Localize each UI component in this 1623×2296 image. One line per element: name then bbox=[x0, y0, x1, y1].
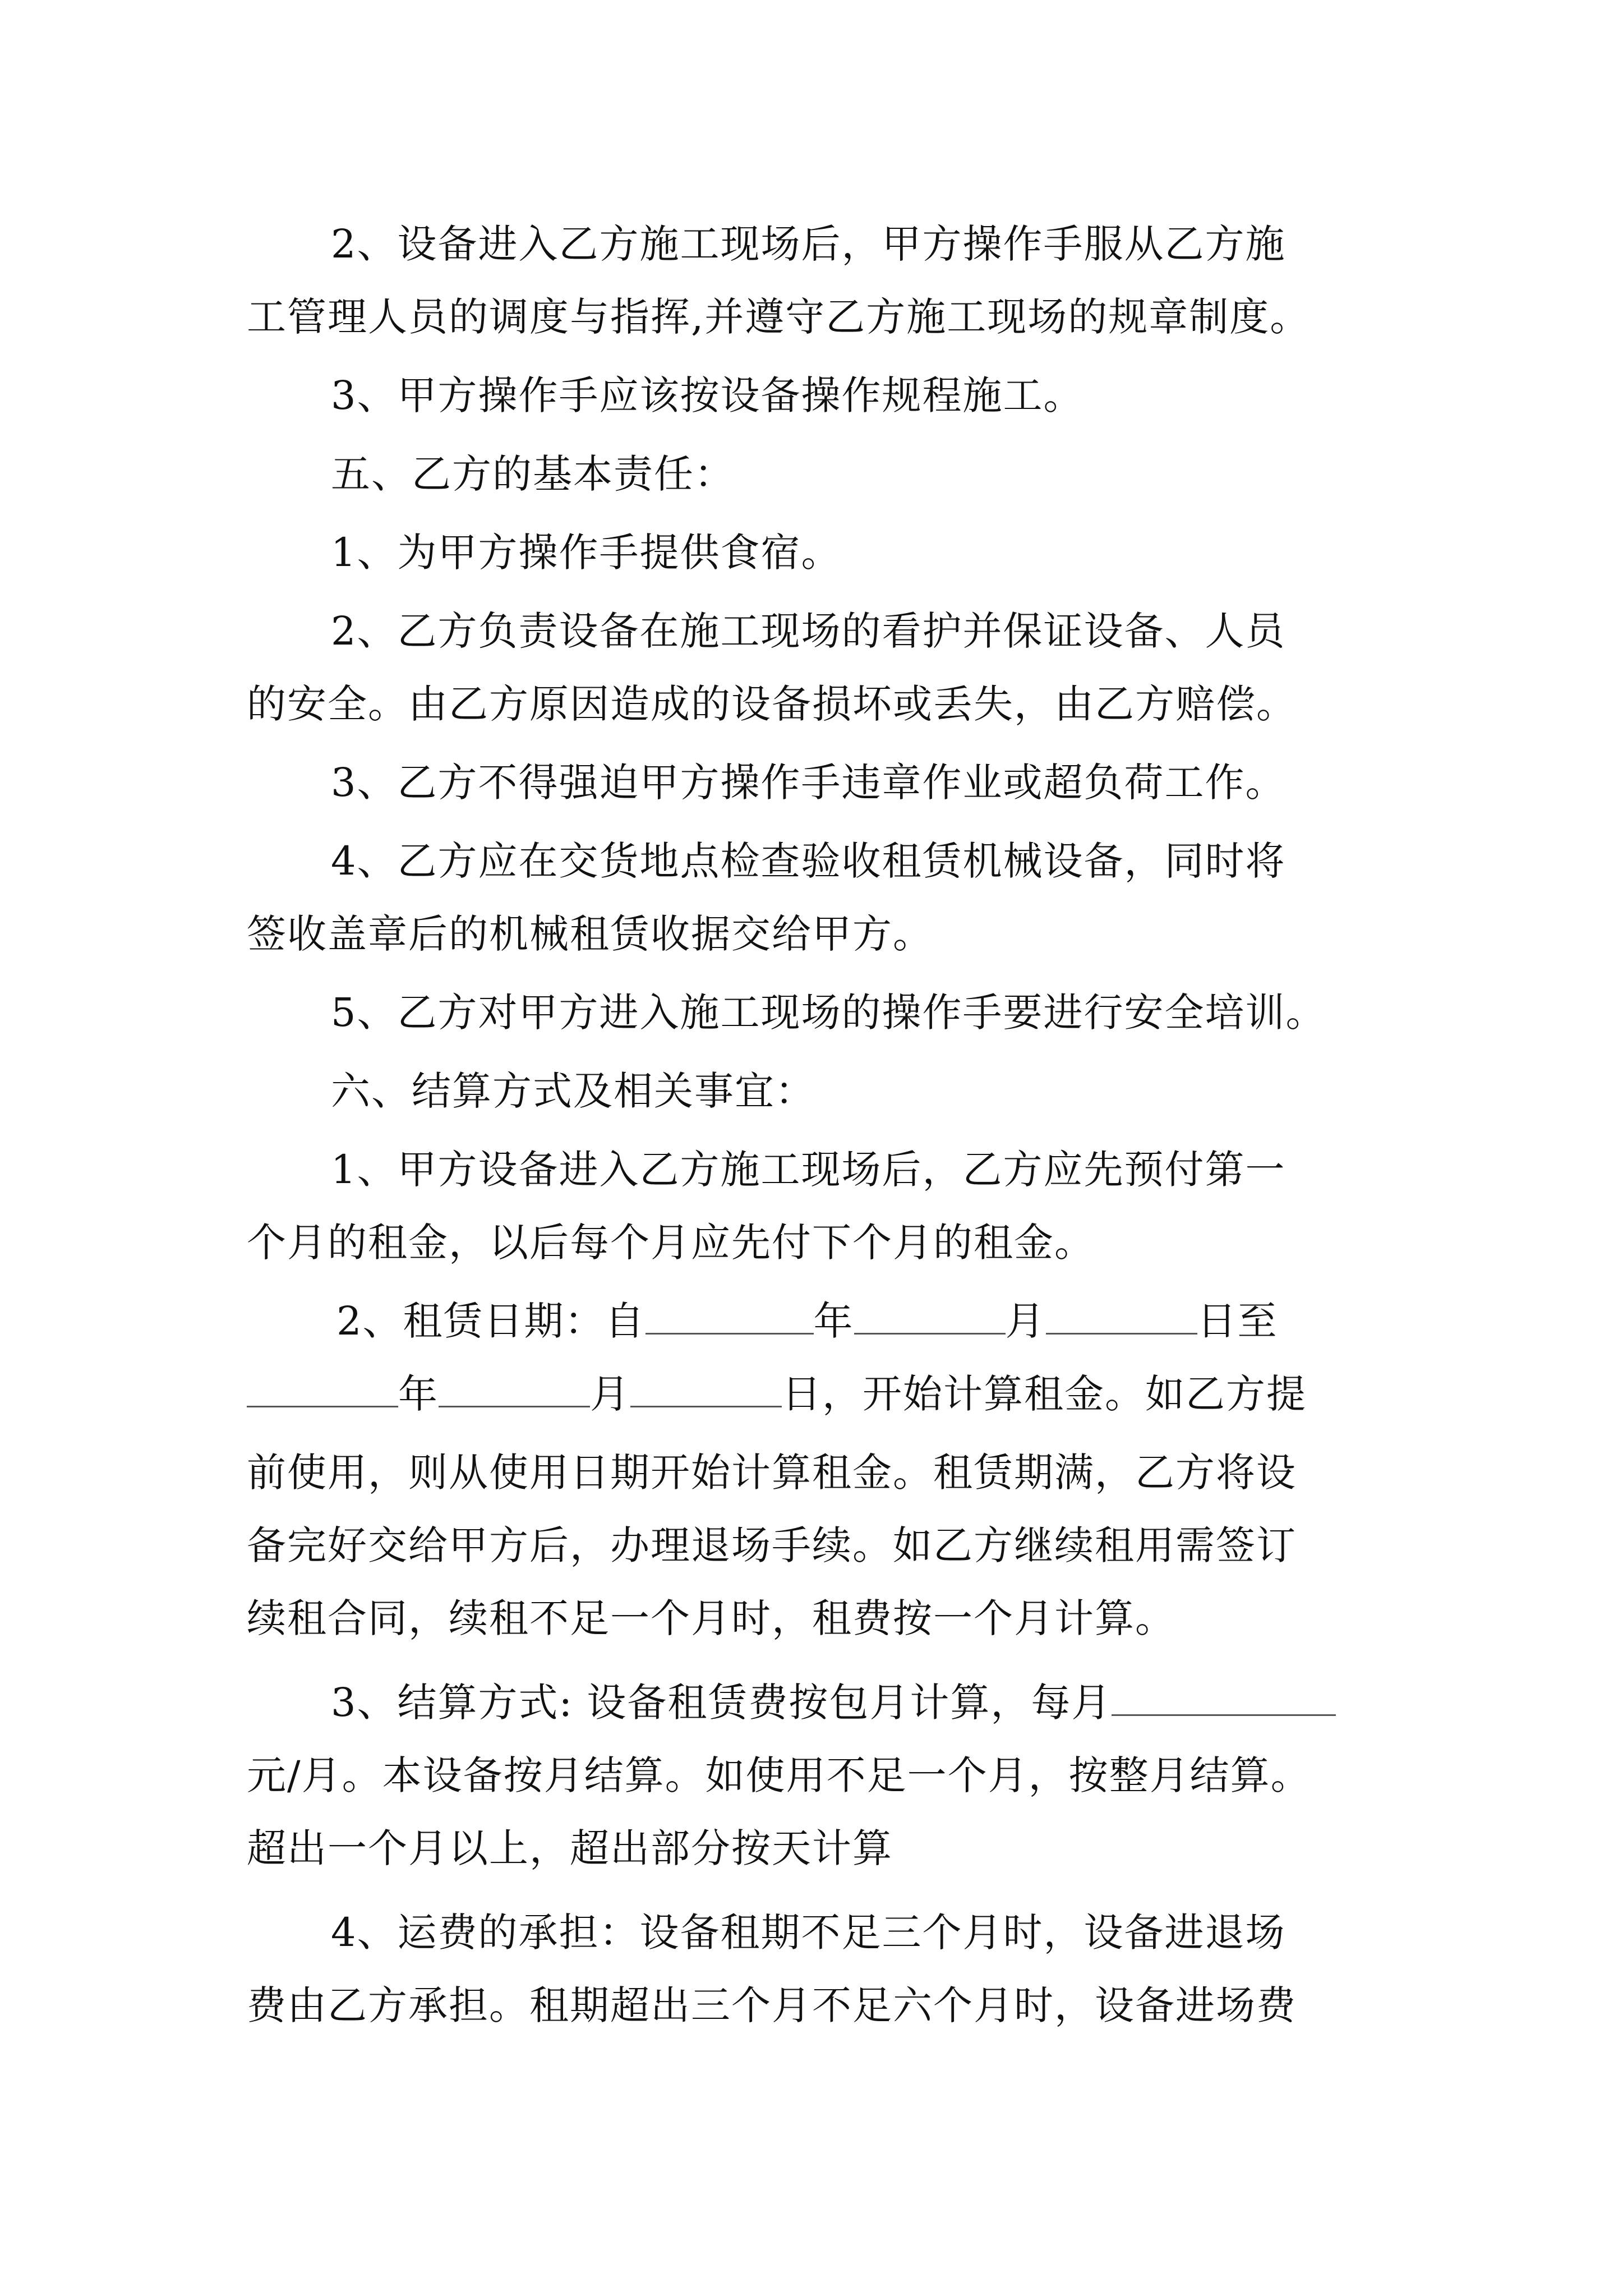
text-line: 费由乙方承担。租期超出三个月不足六个月时，设备进场费 bbox=[247, 1982, 1297, 2028]
text-line: 续租合同，续租不足一个月时，租费按一个月计算。 bbox=[247, 1595, 1175, 1641]
text-line: 1、甲方设备进入乙方施工现场后，乙方应先预付第一 bbox=[331, 1147, 1286, 1193]
blank-field bbox=[854, 1299, 1006, 1335]
lease-date-line bbox=[336, 1287, 1278, 1355]
blank-field bbox=[630, 1372, 782, 1407]
text-line: 1、为甲方操作手提供食宿。 bbox=[331, 530, 842, 576]
text-line: 个月的租金，以后每个月应先付下个月的租金。 bbox=[247, 1220, 1095, 1266]
text-line: 的安全。由乙方原因造成的设备损坏或丢失，由乙方赔偿。 bbox=[247, 681, 1297, 727]
text-line: 4、运费的承担：设备租期不足三个月时，设备进退场 bbox=[331, 1910, 1286, 1955]
blank-field bbox=[1046, 1299, 1197, 1335]
text-line: 2、乙方负责设备在施工现场的看护并保证设备、人员 bbox=[331, 608, 1286, 654]
text-line: 3、乙方不得强迫甲方操作手违章作业或超负荷工作。 bbox=[331, 760, 1286, 806]
text-line: 备完好交给甲方后，办理退场手续。如乙方继续租用需签订 bbox=[247, 1522, 1297, 1568]
settlement-line bbox=[331, 1669, 1336, 1736]
text-line: 4、乙方应在交货地点检查验收租赁机械设备，同时将 bbox=[331, 838, 1286, 884]
text-line: 3、甲方操作手应该按设备操作规程施工。 bbox=[331, 372, 1084, 418]
text-line: 2、设备进入乙方施工现场后，甲方操作手服从乙方施 bbox=[331, 221, 1286, 267]
month-label: 月 bbox=[590, 1371, 630, 1417]
blank-field bbox=[439, 1372, 590, 1407]
blank-field bbox=[1112, 1681, 1336, 1716]
text-line: 工管理人员的调度与指挥,并遵守乙方施工现场的规章制度。 bbox=[247, 294, 1311, 340]
text-line: 前使用，则从使用日期开始计算租金。租赁期满，乙方将设 bbox=[247, 1450, 1297, 1496]
day-to-label: 日至 bbox=[1197, 1298, 1278, 1344]
blank-field bbox=[645, 1299, 814, 1335]
year-label: 年 bbox=[398, 1371, 439, 1417]
text-line: 签收盖章后的机械租赁收据交给甲方。 bbox=[247, 911, 933, 957]
year-label: 年 bbox=[813, 1298, 854, 1344]
text-line: 元/月。本设备按月结算。如使用不足一个月，按整月结算。 bbox=[247, 1752, 1311, 1798]
text-line: 5、乙方对甲方进入施工现场的操作手要进行安全培训。 bbox=[331, 990, 1326, 1036]
text-line: 超出一个月以上，超出部分按天计算 bbox=[247, 1825, 893, 1871]
lease-date-line bbox=[247, 1360, 1307, 1428]
section-heading: 六、结算方式及相关事宜： bbox=[331, 1068, 815, 1114]
section-heading: 五、乙方的基本责任： bbox=[331, 451, 735, 497]
month-label: 月 bbox=[1005, 1298, 1046, 1344]
day-start-label: 日，开始计算租金。如乙方提 bbox=[782, 1371, 1307, 1417]
lease-label: 2、租赁日期：自 bbox=[336, 1298, 645, 1344]
settlement-label: 3、结算方式: 设备租赁费按包月计算，每月 bbox=[331, 1680, 1112, 1726]
blank-field bbox=[247, 1372, 398, 1407]
